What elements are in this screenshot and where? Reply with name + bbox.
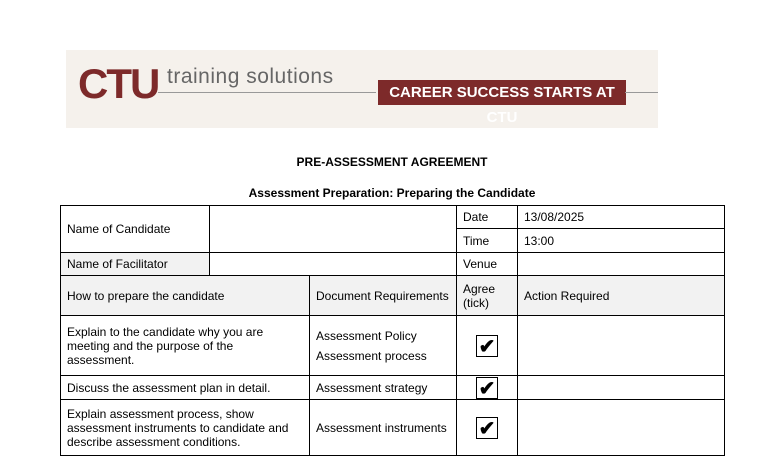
agree-cell — [457, 400, 518, 456]
logo-divider — [158, 92, 376, 93]
facilitator-field[interactable] — [210, 253, 457, 276]
candidate-field[interactable] — [210, 206, 457, 253]
step-text: Discuss the assessment plan in detail. — [61, 376, 310, 400]
checkbox-checked[interactable]: ✔ — [476, 335, 498, 357]
logo-divider-right — [625, 92, 658, 93]
document-title: PRE-ASSESSMENT AGREEMENT — [296, 155, 488, 169]
doc-item: Assessment process — [316, 348, 427, 363]
table-row — [61, 400, 725, 456]
header-how: How to prepare the candidate — [61, 276, 310, 316]
checkbox-checked[interactable]: ✔ — [476, 377, 498, 399]
action-field[interactable] — [518, 400, 725, 456]
action-field[interactable] — [518, 316, 725, 376]
doc-item: Assessment strategy — [310, 376, 457, 400]
step-text: Explain assessment process, show assessment instruments to candidate and describe assessment conditions. — [61, 400, 310, 456]
doc-requirements — [310, 316, 457, 376]
time-field[interactable]: 13:00 — [518, 229, 725, 253]
table-row — [61, 316, 725, 376]
step-text: Explain to the candidate why you are meeting and the purpose of the assessment. — [61, 316, 310, 376]
header-agree: Agree (tick) — [457, 276, 518, 316]
logo-tagline: training solutions — [167, 65, 334, 88]
venue-label: Venue — [457, 253, 518, 276]
logo-brand: CTU — [78, 60, 159, 107]
checkbox-checked[interactable]: ✔ — [476, 417, 498, 439]
date-field[interactable]: 13/08/2025 — [518, 206, 725, 229]
doc-item: Assessment instruments — [310, 400, 457, 456]
date-label: Date — [457, 206, 518, 229]
doc-item: Assessment Policy — [316, 328, 417, 343]
table-row — [61, 376, 725, 400]
candidate-label: Name of Candidate — [61, 206, 210, 253]
agree-cell — [457, 316, 518, 376]
facilitator-label: Name of Facilitator — [61, 253, 210, 276]
header-docs: Document Requirements — [310, 276, 457, 316]
time-label: Time — [457, 229, 518, 253]
action-field[interactable] — [518, 376, 725, 400]
logo-slogan: CAREER SUCCESS STARTS AT CTU — [378, 80, 626, 105]
venue-field[interactable] — [518, 253, 725, 276]
header-action: Action Required — [518, 276, 725, 316]
document-subtitle: Assessment Preparation: Preparing the Candidate — [248, 186, 536, 200]
agreement-table — [60, 205, 725, 456]
agree-cell — [457, 376, 518, 400]
